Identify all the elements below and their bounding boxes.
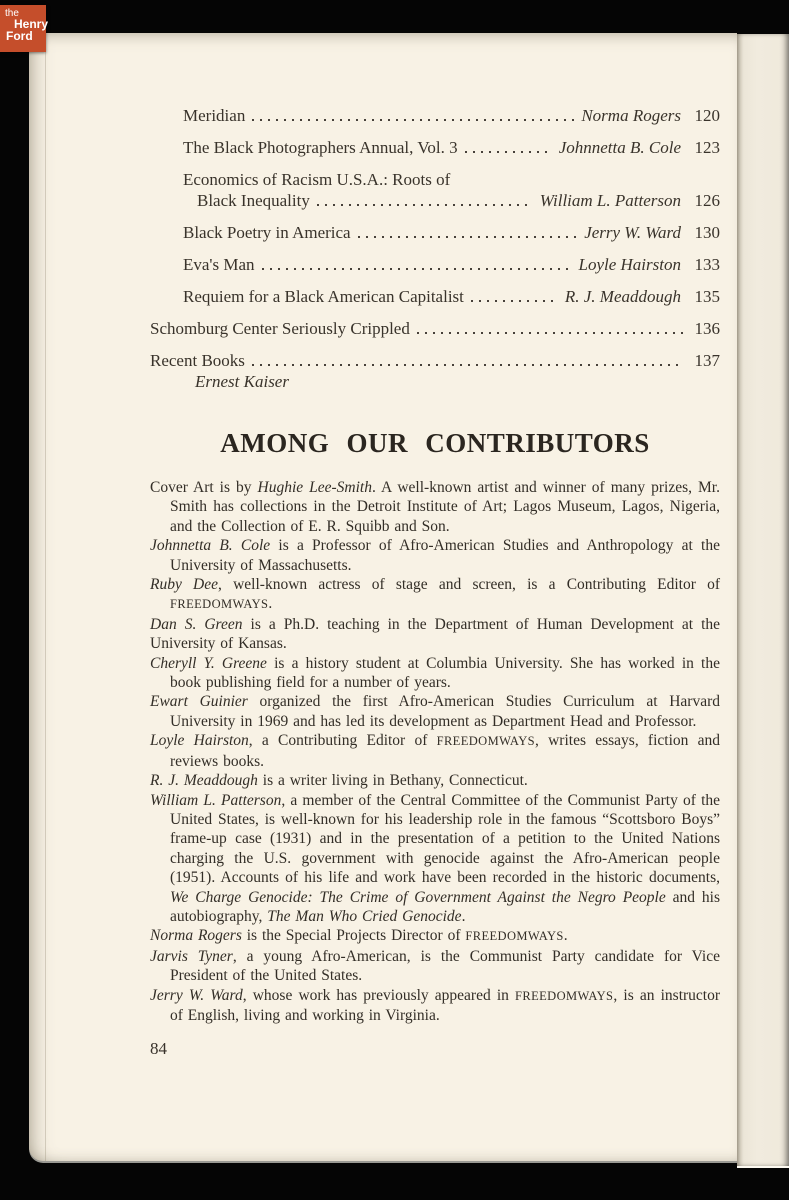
contributor-paragraph: Cover Art is by Hughie Lee-Smith. A well-known artist and winner of many prizes, Mr. Smith has collections in the Detroit Institute of Art; Lagos Museum, Lagos, Nigeria, and the Collection of E. R. Squibb and Son.: [150, 479, 720, 535]
contributor-paragraph: Cheryll Y. Greene is a history student at Columbia University. She has worked in the book publishing field for a number of years.: [150, 654, 720, 692]
contributor-paragraph: Dan S. Green is a Ph.D. teaching in the Department of Human Development at the University of Kansas.: [150, 615, 721, 653]
toc-page-number: 123: [694, 138, 720, 157]
document-page: [29, 33, 737, 1161]
toc-author: R. J. Meaddough: [564, 287, 681, 306]
toc-page-number: 120: [694, 106, 720, 125]
toc-entry: [150, 318, 720, 339]
contributor-paragraph: Ewart Guinier organized the first Afro-American Studies Curriculum at Harvard University in 1969 and has led its development as Department Head and Professor.: [150, 693, 720, 730]
contributor-paragraph: Johnnetta B. Cole is a Professor of Afro-American Studies and Anthropology at the University of Massachusetts.: [150, 537, 720, 574]
toc-author: Norma Rogers: [581, 106, 681, 125]
toc-title: Schomburg Center Seriously Crippled: [150, 319, 410, 338]
contributor-paragraph: R. J. Meaddough is a writer living in Bethany, Connecticut.: [150, 772, 528, 790]
contributors-heading: AMONG OUR CONTRIBUTORS: [220, 428, 650, 458]
toc-title: Meridian: [183, 106, 246, 125]
contributor-paragraph: Jerry W. Ward, whose work has previously appeared in FREEDOMWAYS, is an instructor of English, living and working in Virginia.: [150, 986, 721, 1024]
toc-dot-leader: [252, 119, 574, 121]
toc-row: [150, 190, 720, 211]
toc-page-number: 136: [694, 319, 720, 338]
toc-row: [150, 222, 720, 243]
toc-row: [150, 105, 720, 126]
toc-entry: [150, 169, 720, 211]
contributor-paragraph: Norma Rogers is the Special Projects Director of FREEDOMWAYS.: [150, 927, 568, 945]
toc-entry: [150, 137, 720, 158]
toc-dot-leader: [262, 268, 572, 270]
toc-title: The Black Photographers Annual, Vol. 3: [183, 138, 458, 157]
henry-ford-logo: [0, 5, 49, 52]
contributor-paragraph: Jarvis Tyner, a young Afro-American, is the Communist Party candidate for Vice President of the United States.: [150, 947, 720, 985]
contributor-paragraph: Ruby Dee, well-known actress of stage and screen, is a Contributing Editor of FREEDOMWAYS.: [150, 576, 721, 613]
toc-dot-leader: [358, 236, 578, 238]
toc-author: Johnnetta B. Cole: [558, 138, 681, 157]
toc-row: [150, 254, 720, 275]
toc-row: [150, 286, 720, 307]
toc-dot-leader: [417, 332, 683, 334]
toc-author: Jerry W. Ward: [584, 223, 681, 242]
contributor-paragraph: William L. Patterson, a member of the Central Committee of the Communist Party of the United States, is well-known for his leadership role in the famous “Scottsboro Boys” frame-up case (1931) and in the presentation of a petition to the United Nations charging the U.S. government with genocide against the Afro-American people (1951). Accounts of his life and work have been recorded in the historic documents, We Charge Genocide: The Crime of Government Against the Negro People and his autobiography, The Man Who Cried Genocide.: [150, 791, 720, 925]
toc-entry: [150, 254, 720, 275]
toc-row: [150, 137, 720, 158]
logo-word-henry: Henry: [14, 17, 49, 31]
toc-entry: [150, 105, 720, 126]
logo-word-ford: Ford: [6, 29, 33, 43]
toc-contributor-note: Ernest Kaiser: [195, 372, 289, 391]
page-content: [150, 105, 720, 1059]
toc-row: [150, 318, 720, 339]
toc-entry: [150, 350, 720, 392]
toc-page-number: 137: [694, 351, 720, 370]
toc-page-number: 135: [694, 287, 720, 306]
toc-entry: [150, 222, 720, 243]
toc-page-number: 130: [694, 223, 720, 242]
toc-entry: [150, 286, 720, 307]
contributor-paragraph: Loyle Hairston, a Contributing Editor of FREEDOMWAYS, writes essays, fiction and reviews books.: [150, 732, 720, 770]
toc-author: Loyle Hairston: [578, 255, 681, 274]
page-number: 84: [150, 1039, 167, 1059]
toc-title: Eva's Man: [183, 255, 255, 274]
toc-dot-leader: [471, 300, 558, 302]
toc-page-number: 133: [694, 255, 720, 274]
logo-word-the: the: [5, 8, 19, 19]
toc-title: Requiem for a Black American Capitalist: [183, 287, 464, 306]
contributors-list: [150, 478, 720, 1025]
toc-title: Black Poetry in America: [183, 223, 351, 242]
book-page-edge: [737, 34, 789, 1168]
toc-author: William L. Patterson: [539, 191, 681, 210]
toc-dot-leader: [465, 151, 552, 153]
toc-page-number: 126: [694, 191, 720, 210]
toc-row: [150, 350, 720, 371]
toc-dot-leader: [317, 204, 533, 206]
toc-title: Black Inequality: [197, 191, 310, 210]
table-of-contents: [150, 105, 720, 392]
toc-title: Recent Books: [150, 351, 245, 370]
toc-title-first-line: Economics of Racism U.S.A.: Roots of: [183, 170, 451, 189]
toc-dot-leader: [252, 364, 683, 366]
